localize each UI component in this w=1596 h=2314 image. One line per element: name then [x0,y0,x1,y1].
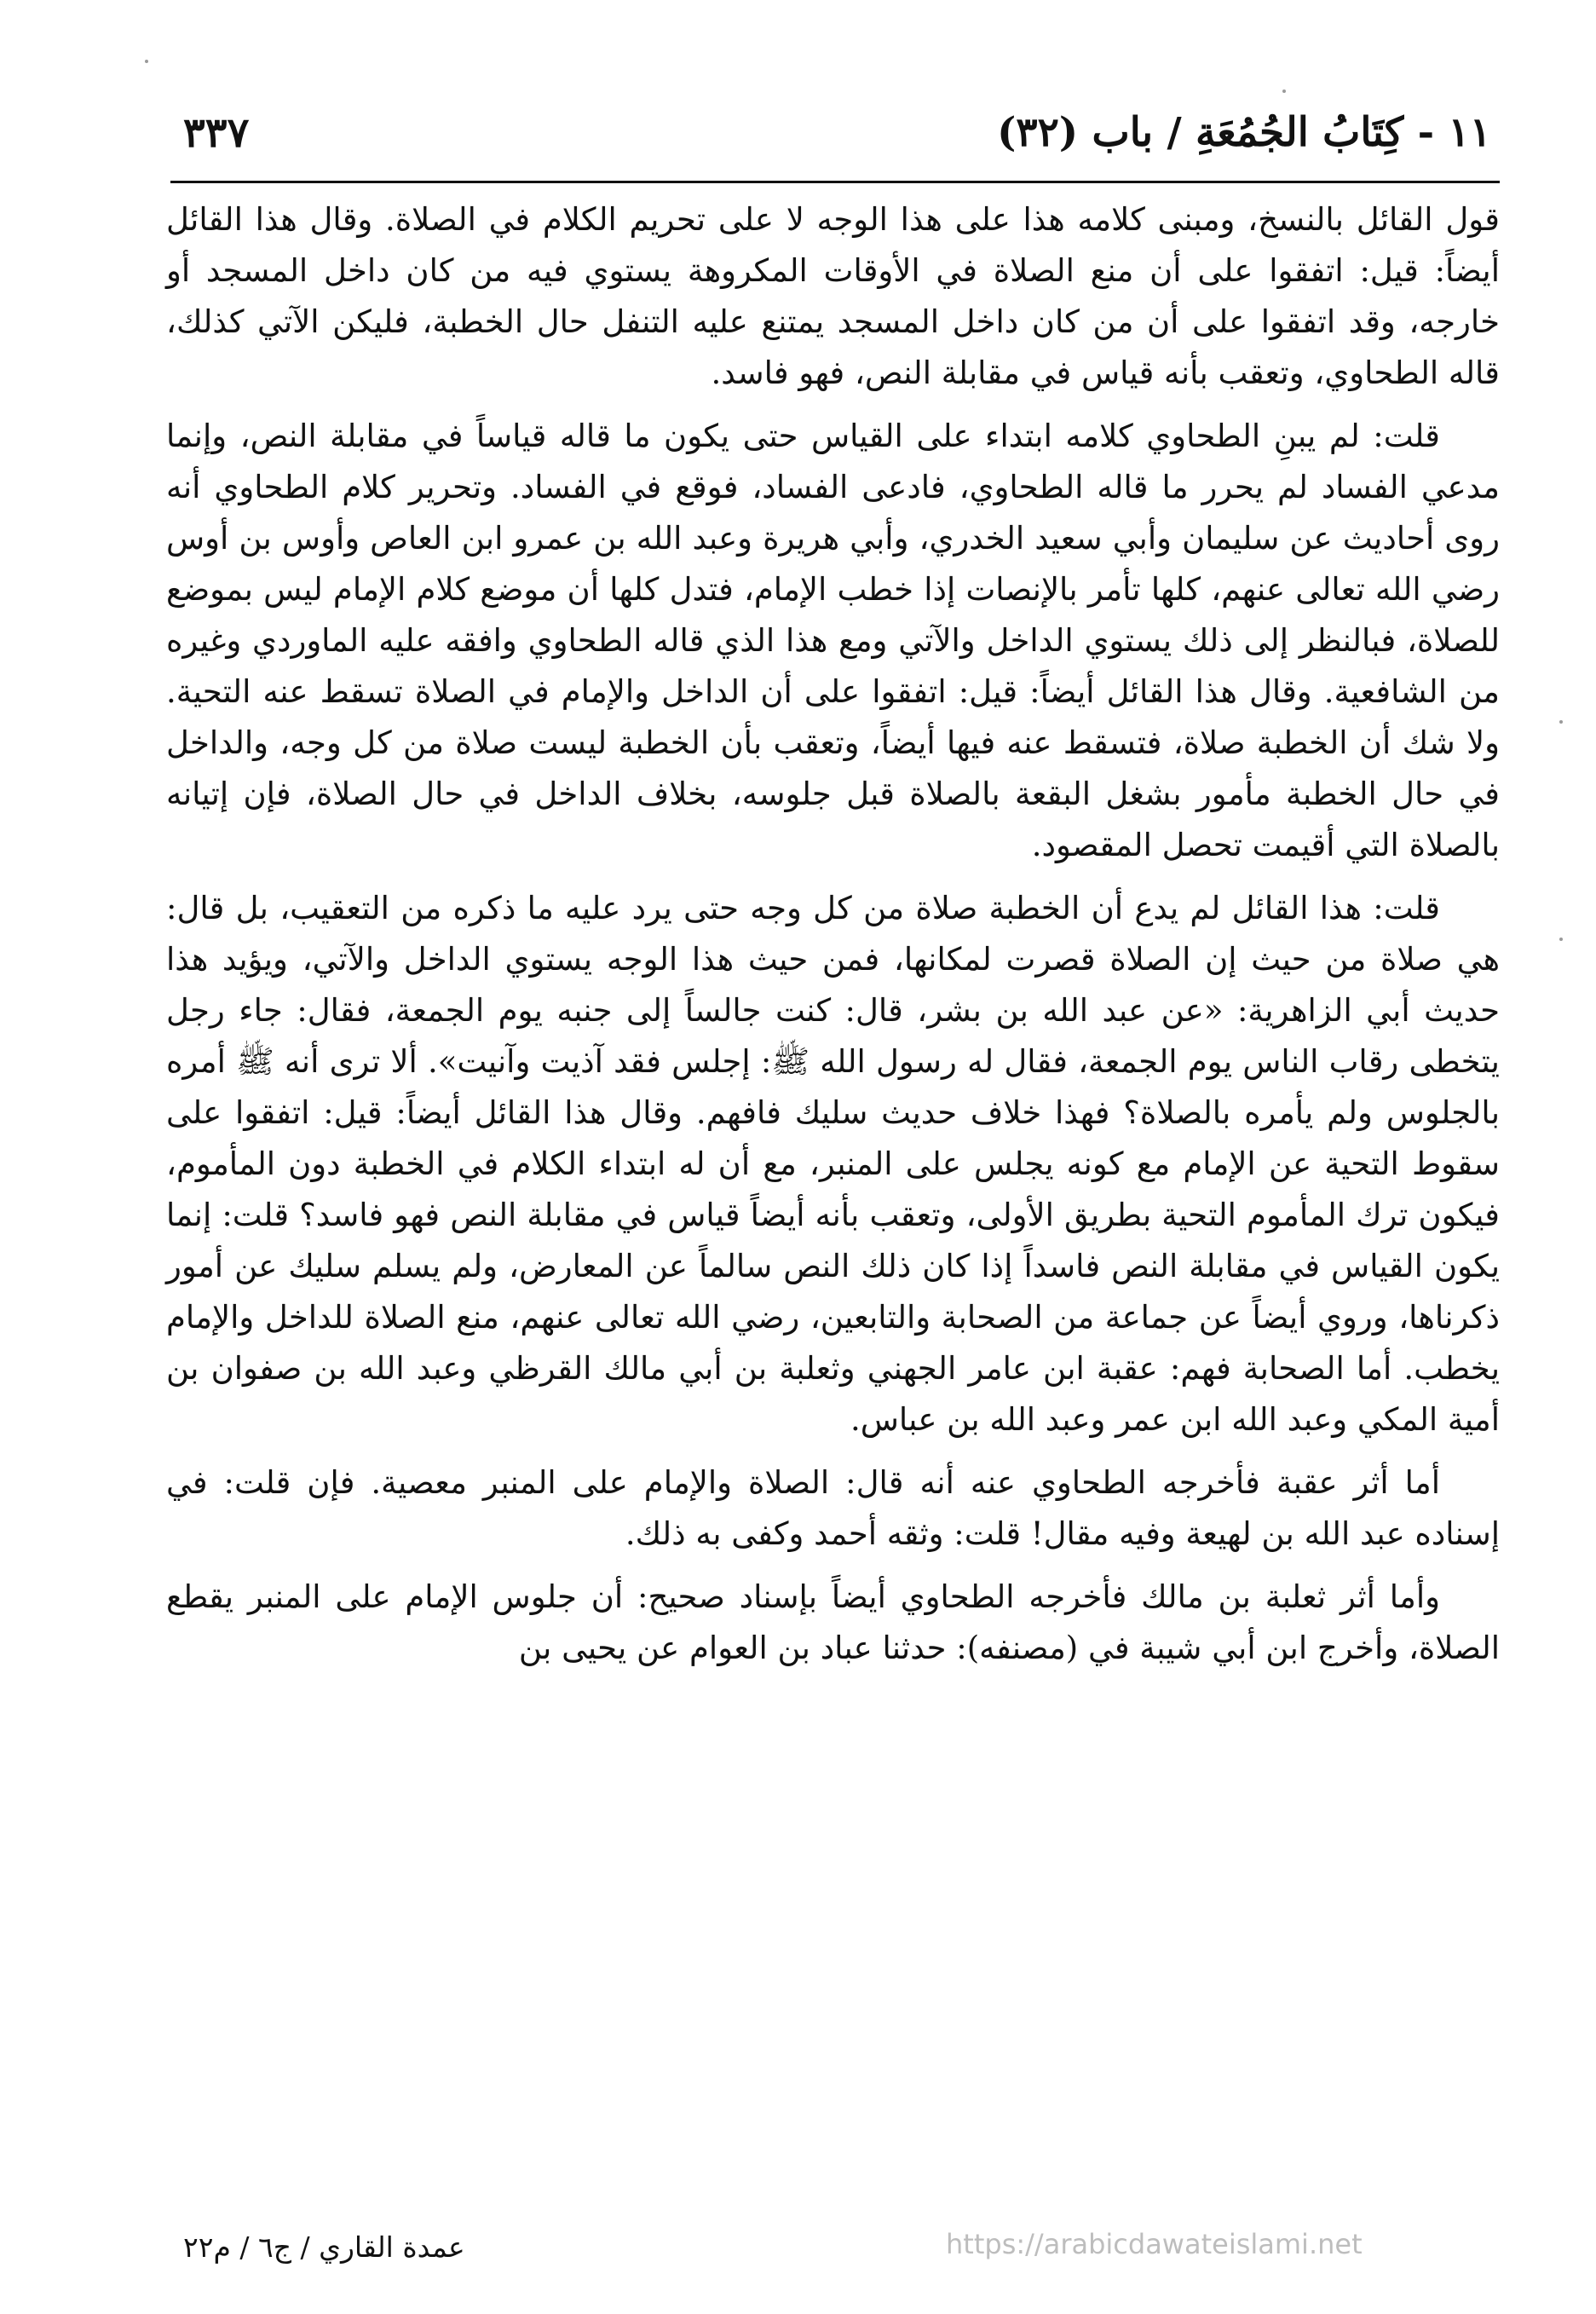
scan-speck [145,60,148,63]
paragraph-4: أما أثر عقبة فأخرجه الطحاوي عنه أنه قال: الصلاة والإمام على المنبر معصية. فإن قلت: في إسناده عبد الله بن لهيعة وفيه مقال! قلت: وثقه أحمد وكفى به ذلك. [166,1464,1500,1552]
scan-speck [1282,89,1286,93]
paragraph-5: وأما أثر ثعلبة بن مالك فأخرجه الطحاوي أيضاً بإسناد صحيح: أن جلوس الإمام على المنبر يقطع الصلاة، وأخرج ابن أبي شيبة في (مصنفه): حدثنا عباد بن العوام عن يحيى بن [166,1578,1500,1666]
scan-speck [1559,938,1563,941]
body-text [166,194,1500,1686]
header-divider [170,181,1500,183]
page-number: ٣٣٧ [183,109,250,157]
paragraph-2: قلت: لم يبنِ الطحاوي كلامه ابتداء على القياس حتى يكون ما قاله قياساً في مقابلة النص، وإنما مدعي الفساد لم يحرر ما قاله الطحاوي، فادعى الفساد، فوقع في الفساد. وتحرير كلام الطحاوي أنه روى أحاديث عن سليمان وأبي سعيد الخدري، وأبي هريرة وعبد الله بن عمرو ابن العاص وأوس بن أوس رضي الله تعالى عنهم، كلها تأمر بالإنصات إذا خطب الإمام، فتدل كلها أن موضع كلام الإمام ليس بموضع للصلاة، فبالنظر إلى ذلك يستوي الداخل والآتي ومع هذا الذي قاله الطحاوي وافقه عليه الماوردي وغيره من الشافعية. وقال هذا القائل أيضاً: قيل: اتفقوا على أن الداخل والإمام في الصلاة تسقط عنه التحية. ولا شك أن الخطبة صلاة، فتسقط عنه فيها أيضاً، وتعقب بأن الخطبة ليست صلاة من كل وجه، والداخل في حال الخطبة مأمور بشغل البقعة بالصلاة قبل جلوسه، بخلاف الداخل في حال الصلاة، فإن إتيانه بالصلاة التي أقيمت تحصل المقصود. [166,418,1500,863]
paragraph-1: قول القائل بالنسخ، ومبنى كلامه هذا على هذا الوجه لا على تحريم الكلام في الصلاة. وقال هذا القائل أيضاً: قيل: اتفقوا على أن منع الصلاة في الأوقات المكروهة يستوي فيه من كان داخل المسجد أو خارجه، وقد اتفقوا على أن من كان داخل المسجد يمتنع عليه التنفل حال الخطبة، فليكن الآتي كذلك، قاله الطحاوي، وتعقب بأنه قياس في مقابلة النص، فهو فاسد. [166,201,1500,391]
running-header [183,109,1491,177]
watermark-url: https://arabicdawateislami.net [946,2228,1363,2260]
footer-book-reference: عمدة القاري / ج٦ / م٢٢ [183,2230,465,2264]
chapter-title: ١١ - كِتَابُ الجُمُعَةِ / باب (٣٢) [997,109,1491,156]
paragraph-3: قلت: هذا القائل لم يدع أن الخطبة صلاة من كل وجه حتى يرد عليه ما ذكره من التعقيب، بل قال: هي صلاة من حيث إن الصلاة قصرت لمكانها، فمن حيث هذا الوجه يستوي الداخل والآتي، ويؤيد هذا حديث أبي الزاهرية: «عن عبد الله بن بشر، قال: كنت جالساً إلى جنبه يوم الجمعة، فقال: جاء رجل يتخطى رقاب الناس يوم الجمعة، فقال له رسول الله ﷺ: إجلس فقد آذيت وآنيت». ألا ترى أنه ﷺ أمره بالجلوس ولم يأمره بالصلاة؟ فهذا خلاف حديث سليك فافهم. وقال هذا القائل أيضاً: قيل: اتفقوا على سقوط التحية عن الإمام مع كونه يجلس على المنبر، مع أن له ابتداء الكلام في الخطبة دون المأموم، فيكون ترك المأموم التحية بطريق الأولى، وتعقب بأنه أيضاً قياس في مقابلة النص فهو فاسد؟ قلت: إنما يكون القياس في مقابلة النص فاسداً إذا كان ذلك النص سالماً عن المعارض، ولم يسلم سليك عن أمور ذكرناها، وروي أيضاً عن جماعة من الصحابة والتابعين، رضي الله تعالى عنهم، منع الصلاة للداخل والإمام يخطب. أما الصحابة فهم: عقبة ابن عامر الجهني وثعلبة بن أبي مالك القرظي وعبد الله بن صفوان بن أمية المكي وعبد الله ابن عمر وعبد الله بن عباس. [166,890,1500,1438]
scan-speck [1559,720,1563,724]
